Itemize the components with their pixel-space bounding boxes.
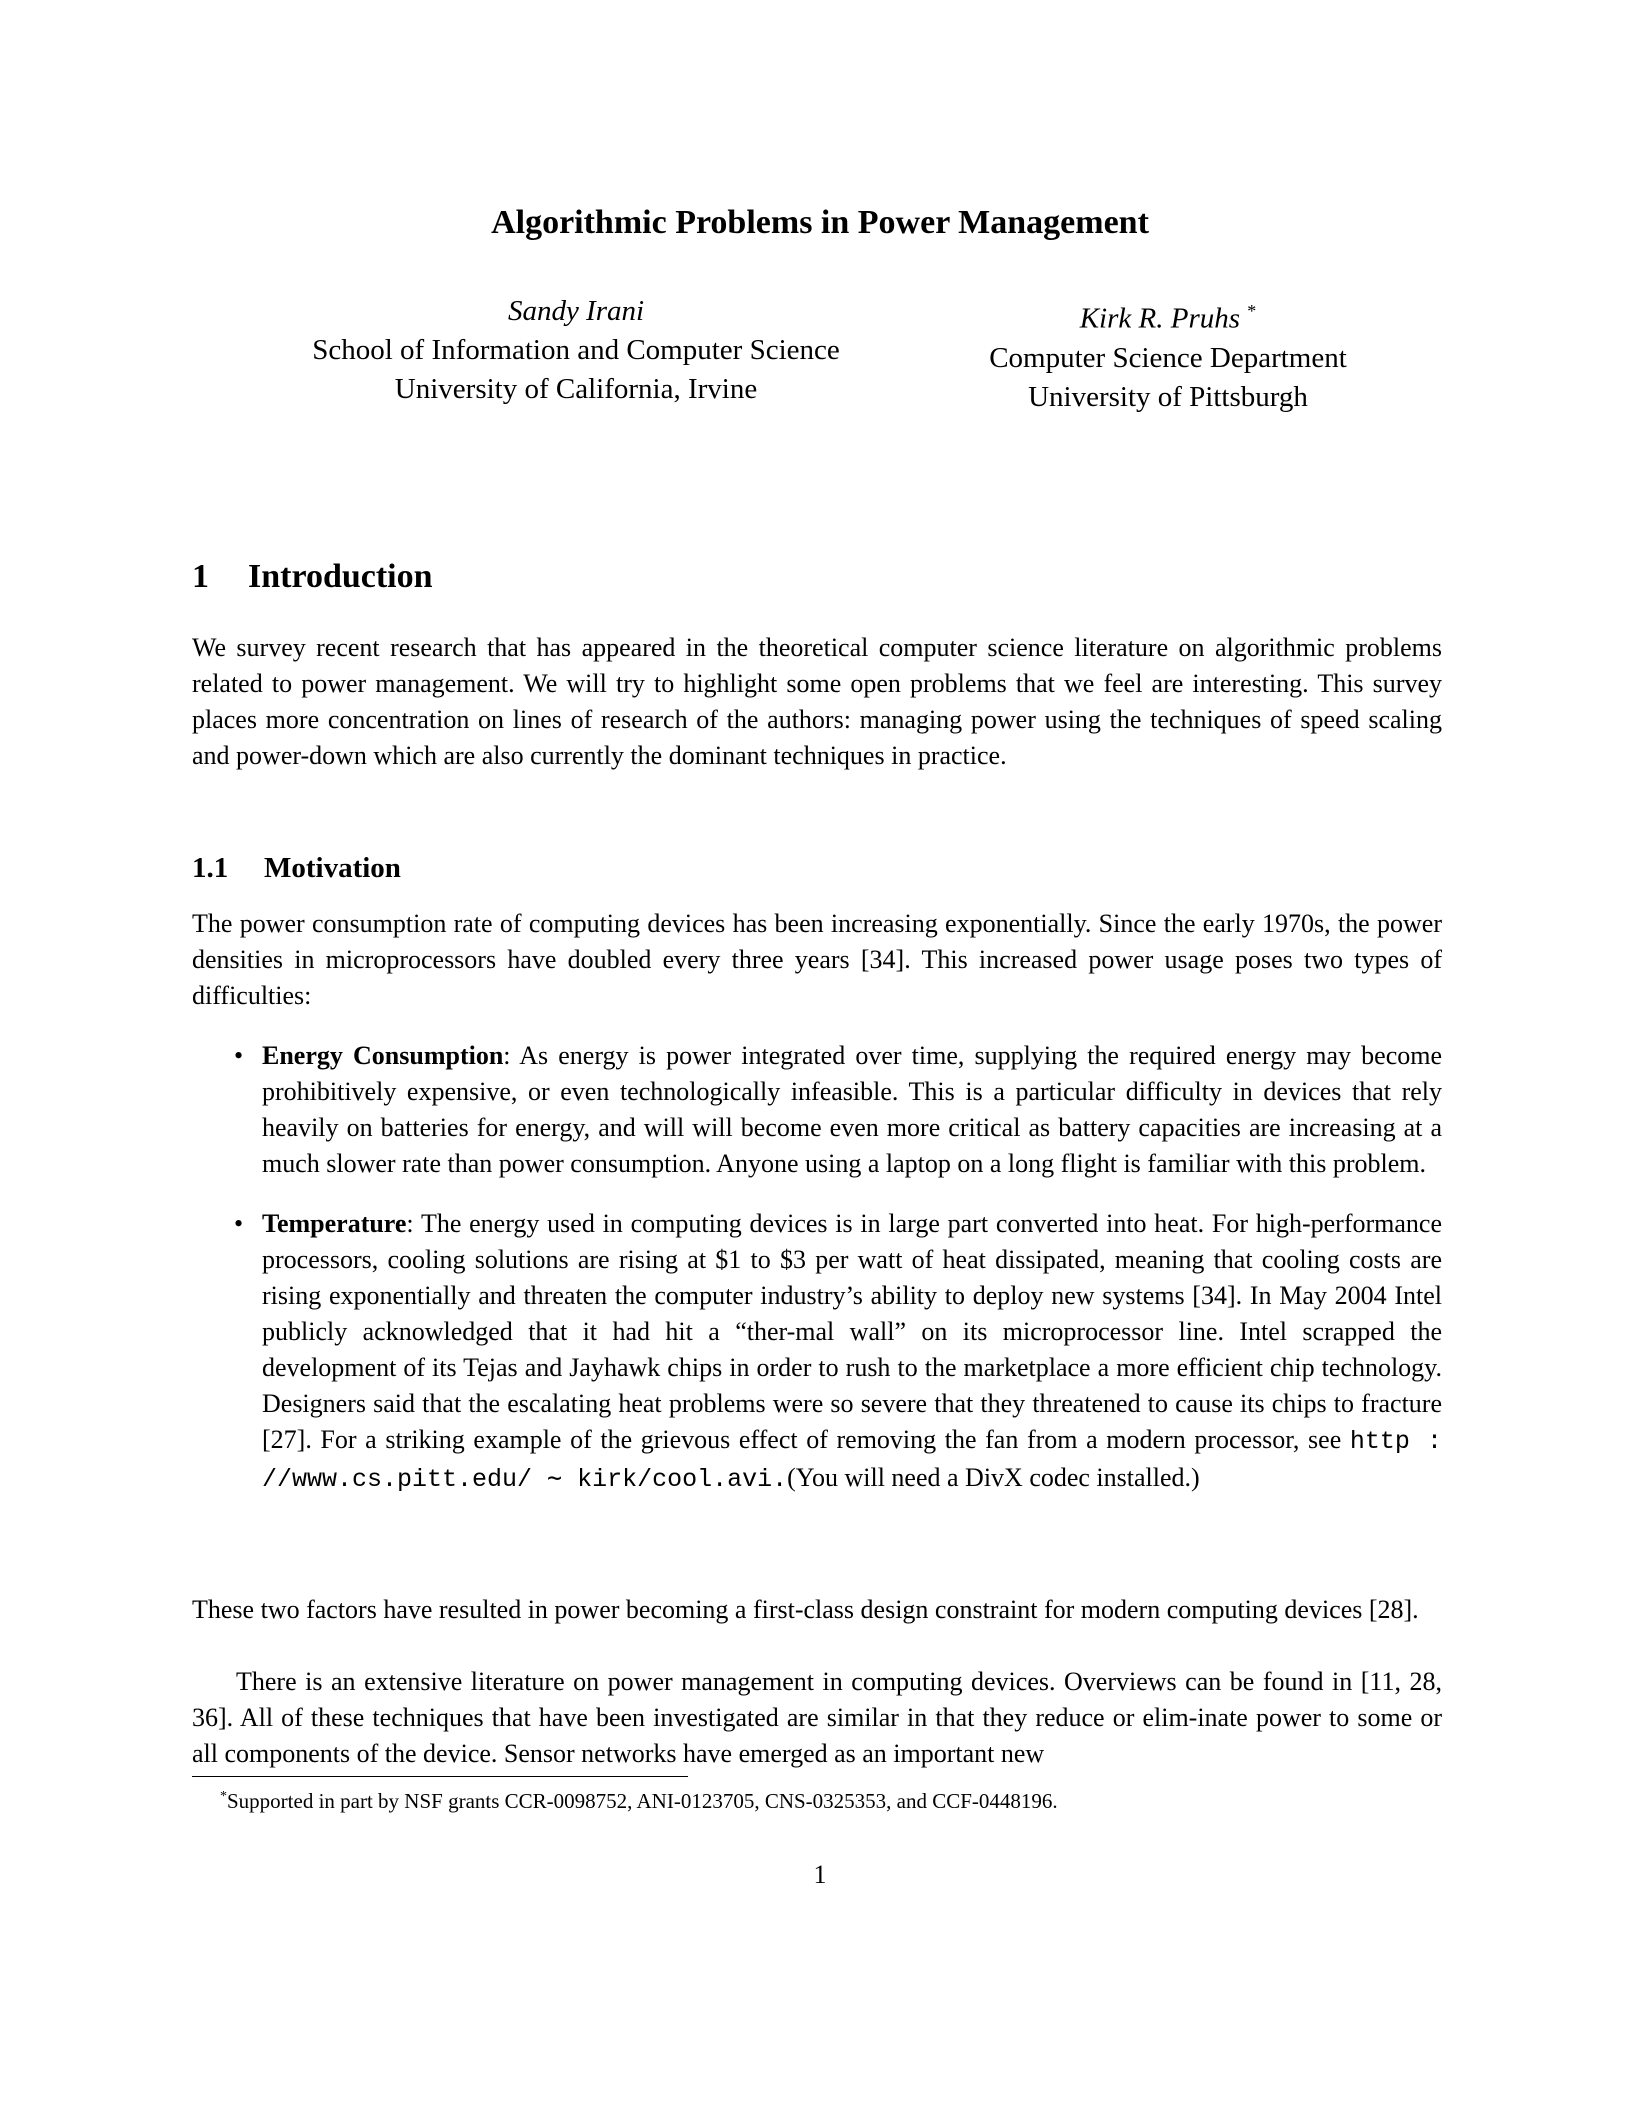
list-item-text: : As energy is power integrated over time, supplying the required energy may become prohibitively expensive, or even technologically infeasible. This is a particular difficulty in devices that rely heavily on batteries for energy, and will will become even more critical as battery capacities are increasing at a much slower rate than power consumption. Anyone using a laptop on a long flight is familiar with this problem. [262,1041,1443,1178]
list-item-energy-consumption [192,1038,1442,1182]
section-title: Introduction [248,558,433,595]
factors-paragraph: These two factors have resulted in power becoming a first-class design constraint for modern computing devices [28]. [192,1595,1419,1624]
video-url: http : //www.cs.pitt.edu/ ∼ kirk/cool.avi. [262,1427,1443,1494]
author-2-affiliation-2: University of Pittsburgh [1028,380,1308,413]
section-heading-introduction [192,558,433,596]
difficulties-list [192,1038,1442,1522]
author-2-name: Kirk R. Pruhs [1079,302,1241,335]
author-2-name-line [928,292,1408,339]
list-item-text-end: (You will need a DivX codec installed.) [787,1463,1200,1492]
author-2-affiliation-1: Computer Science Department [989,341,1347,374]
subsection-number: 1.1 [192,852,229,884]
page-number: 1 [813,1860,827,1889]
bullet-marker: • [234,1041,244,1070]
footnote [220,1782,1420,1816]
subsection-title: Motivation [264,852,401,884]
author-1-affiliation-1: School of Information and Computer Science [312,334,840,366]
section-number: 1 [192,558,209,595]
footnote-text: Supported in part by NSF grants CCR-0098752, ANI-0123705, CNS-0325353, and CCF-0448196. [227,1789,1058,1813]
footnote-mark: * [220,1789,227,1804]
bullet-marker: • [234,1209,244,1238]
list-item-term: Temperature [262,1209,407,1238]
paper-title: Algorithmic Problems in Power Management [491,204,1149,241]
list-item-text: : The energy used in computing devices is in large part converted into heat. For high-performance processors, cooling solutions are rising at $1 to $3 per watt of heat dissipated, meaning that cooling costs are rising exponentially and threaten the computer industry’s ability to deploy new systems [34]. In May 2004 Intel publicly acknowledged that it had hit a “ther-mal wall” on its microprocessor line. Intel scrapped the development of its Tejas and Jayhawk chips in order to rush to the marketplace a more efficient chip technology. Designers said that the escalating heat problems were so severe that they threatened to cause its chips to fracture [27]. For a striking example of the grievous effect of removing the fan from a modern processor, see [262,1209,1442,1454]
motivation-paragraph: The power consumption rate of computing devices has been increasing exponentially. Since the early 1970s, the power densities in microprocessors have doubled every three years [34]. This increased power usage poses two types of difficulties: [192,909,1442,1010]
author-2-footnote-mark: * [1247,301,1257,321]
author-1-name-line [276,292,876,331]
author-2 [928,292,1408,417]
author-1 [276,292,876,409]
list-item-term: Energy Consumption [262,1041,504,1070]
literature-paragraph: There is an extensive literature on power management in computing devices. Overviews can be found in [11, 28, 36]. All of these techniques that have been investigated are similar in that they reduce or elim-inate power to some or all components of the device. Sensor networks have emerged as an important new [192,1667,1442,1768]
author-1-name: Sandy Irani [507,295,645,327]
introduction-paragraph: We survey recent research that has appeared in the theoretical computer science literature on algorithmic problems related to power management. We will try to highlight some open problems that we feel are interesting. This survey places more concentration on lines of research of the authors: managing power using the techniques of speed scaling and power-down which are also currently the dominant techniques in practice. [192,633,1442,770]
subsection-heading-motivation [192,852,401,885]
footnote-rule [192,1776,688,1777]
author-1-affiliation-2: University of California, Irvine [394,373,758,405]
list-item-temperature [192,1206,1442,1498]
